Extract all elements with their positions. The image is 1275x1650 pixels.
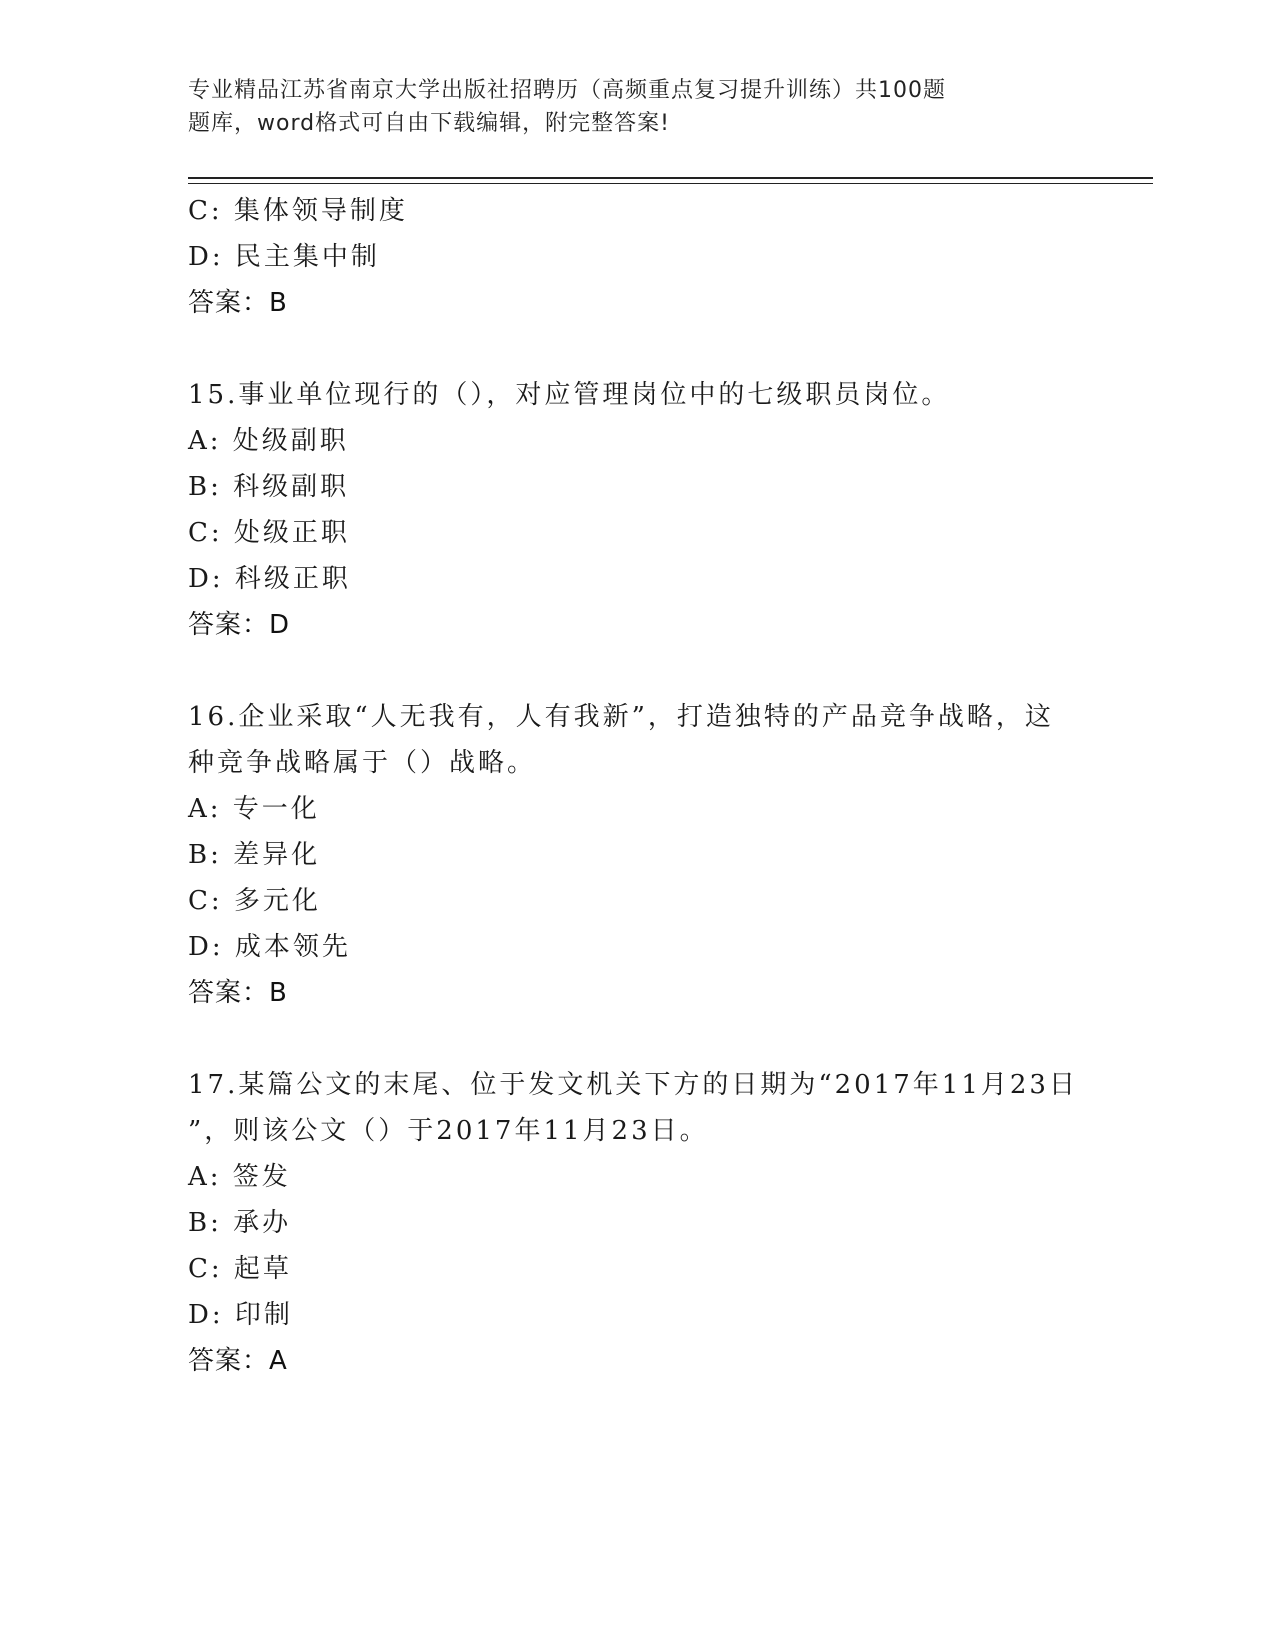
option-d: D: 科级正职 bbox=[188, 564, 351, 594]
question-stem-line-1: 16.企业采取“人无我有，人有我新”，打造独特的产品竞争战略，这 bbox=[188, 702, 1054, 732]
question-14 bbox=[188, 188, 1088, 326]
option-a: A: 处级副职 bbox=[188, 426, 349, 456]
question-stem: 15.事业单位现行的（），对应管理岗位中的七级职员岗位。 bbox=[188, 380, 951, 410]
answer-line: 答案：D bbox=[188, 610, 291, 640]
question-17 bbox=[188, 1062, 1088, 1384]
question-stem-line-1: 17.某篇公文的末尾、位于发文机关下方的日期为“2017年11月23日 bbox=[188, 1070, 1078, 1100]
option-c: C: 多元化 bbox=[188, 886, 321, 916]
question-list bbox=[188, 188, 1088, 1384]
option-b: B: 承办 bbox=[188, 1208, 292, 1238]
question-16 bbox=[188, 694, 1088, 1016]
answer-line: 答案：B bbox=[188, 288, 288, 318]
question-stem-line-2: 种竞争战略属于（）战略。 bbox=[188, 748, 537, 778]
option-d: D: 成本领先 bbox=[188, 932, 351, 962]
header-divider-thin bbox=[188, 183, 1153, 184]
document-header bbox=[188, 74, 1068, 140]
header-title-line-2: 题库，word格式可自由下载编辑，附完整答案! bbox=[188, 111, 670, 136]
option-c: C: 处级正职 bbox=[188, 518, 350, 548]
option-b: B: 科级副职 bbox=[188, 472, 350, 502]
option-c: C: 起草 bbox=[188, 1254, 292, 1284]
answer-line: 答案：B bbox=[188, 978, 288, 1008]
spacer bbox=[188, 326, 1088, 372]
spacer bbox=[188, 1016, 1088, 1062]
option-c: C: 集体领导制度 bbox=[188, 196, 408, 226]
option-a: A: 签发 bbox=[188, 1162, 291, 1192]
answer-line: 答案：A bbox=[188, 1346, 288, 1376]
header-divider-thick bbox=[188, 177, 1153, 179]
question-stem-line-2: ”，则该公文（）于2017年11月23日。 bbox=[188, 1116, 709, 1146]
header-title-line-1: 专业精品江苏省南京大学出版社招聘历（高频重点复习提升训练）共100题 bbox=[188, 78, 946, 103]
option-d: D: 印制 bbox=[188, 1300, 293, 1330]
spacer bbox=[188, 648, 1088, 694]
question-15 bbox=[188, 372, 1088, 648]
option-b: B: 差异化 bbox=[188, 840, 321, 870]
option-a: A: 专一化 bbox=[188, 794, 320, 824]
option-d: D: 民主集中制 bbox=[188, 242, 380, 272]
